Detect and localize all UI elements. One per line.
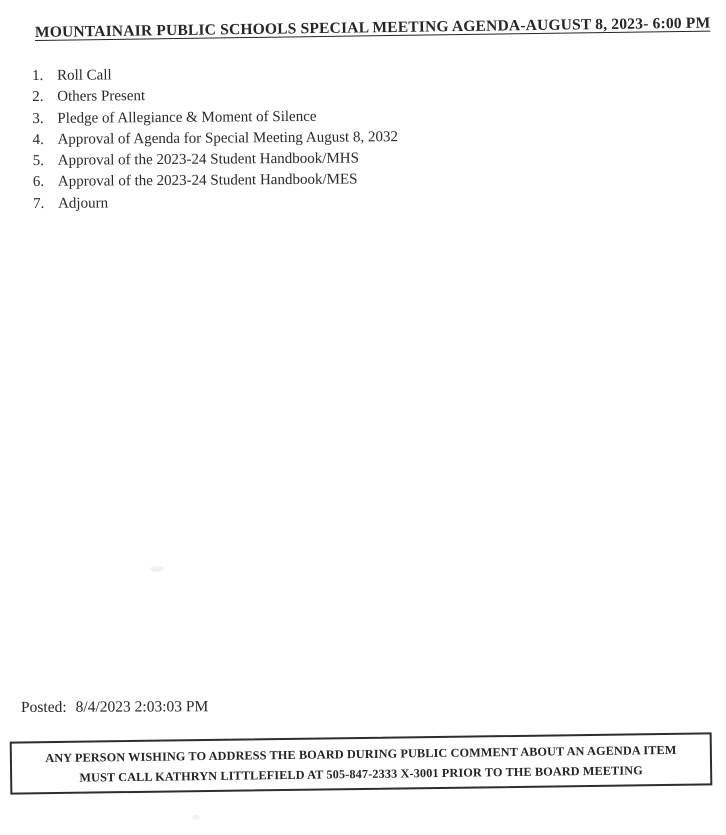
page-title: MOUNTAINAIR PUBLIC SCHOOLS SPECIAL MEETING AGENDA-AUGUST 8, 2023- 6:00 PM: [34, 14, 711, 41]
list-item-number: 1.: [32, 67, 44, 84]
list-item-text: Approval of the 2023-24 Student Handbook/MHS: [57, 150, 360, 169]
notice-line-1: ANY PERSON WISHING TO ADDRESS THE BOARD DURING PUBLIC COMMENT ABOUT AN AGENDA ITEM: [45, 742, 677, 765]
scan-smudge: [192, 815, 200, 820]
list-item: [32, 86, 398, 110]
list-item-number: 4.: [32, 131, 44, 148]
scan-smudge: [150, 566, 164, 572]
list-item-text: Roll Call: [56, 67, 112, 84]
list-item-number: 2.: [32, 89, 44, 106]
posted-label: Posted:: [20, 698, 67, 716]
list-item: [33, 172, 399, 196]
list-item-text: Others Present: [57, 88, 146, 106]
list-item-text: Approval of the 2023-24 Student Handbook/MES: [57, 171, 358, 191]
public-comment-notice-box: [10, 732, 713, 794]
list-item-number: 5.: [32, 153, 45, 170]
notice-line-2: MUST CALL KATHRYN LITTLEFIELD AT 505-847-2333 X-3001 PRIOR TO THE BOARD MEETING: [79, 762, 643, 785]
list-item: [32, 65, 398, 89]
list-item-text: Adjourn: [58, 195, 109, 212]
agenda-list: [32, 65, 399, 217]
list-item: [33, 193, 399, 217]
list-item-number: 7.: [33, 195, 45, 212]
posted-datetime: 8/4/2023 2:03:03 PM: [75, 698, 209, 716]
list-item: [33, 150, 399, 174]
list-item-number: 6.: [32, 174, 45, 191]
posted-timestamp: [21, 698, 208, 717]
list-item-text: Approval of Agenda for Special Meeting August 8, 2032: [57, 129, 398, 148]
list-item: [32, 108, 398, 132]
list-item: [33, 129, 399, 153]
list-item-text: Pledge of Allegiance & Moment of Silence: [57, 108, 317, 127]
list-item-number: 3.: [32, 110, 44, 127]
